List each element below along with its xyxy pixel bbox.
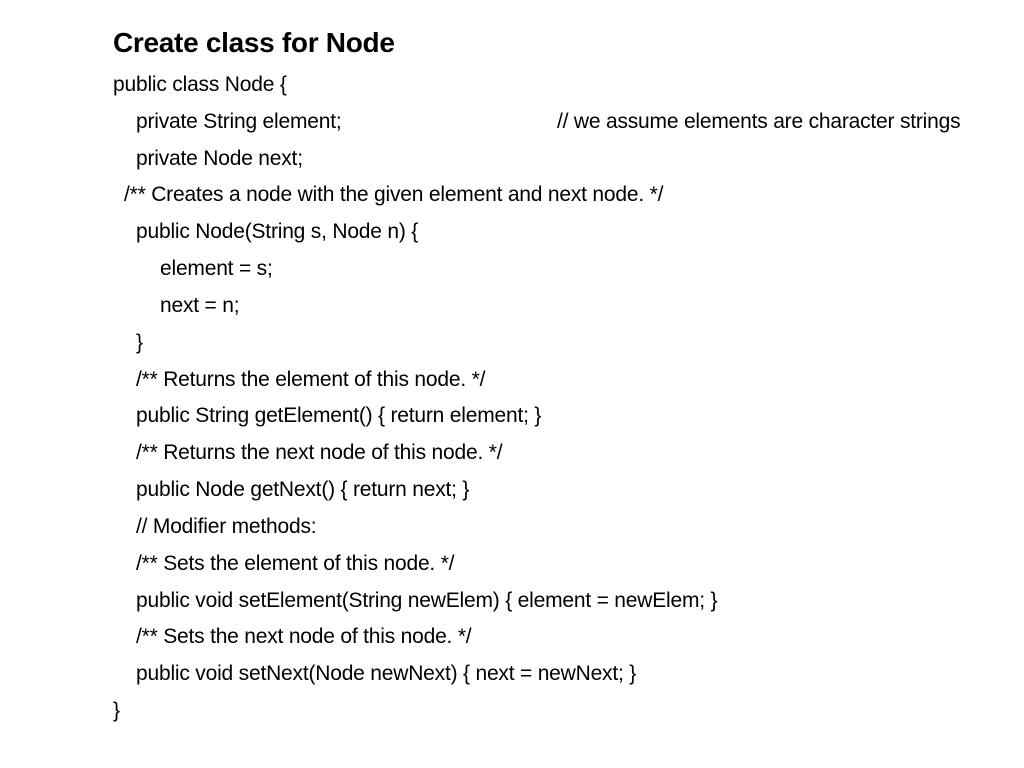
code-line-assign-next: next = n; [160,294,240,317]
code-line-set-element-declaration: public void setElement(String newElem) { element = newElem; } [136,589,718,612]
code-line-constructor-declaration: public Node(String s, Node n) { [136,220,419,243]
code-line-field-next: private Node next; [136,147,303,170]
code-line-set-element-comment: /** Sets the element of this node. */ [136,552,455,575]
code-line-constructor-comment: /** Creates a node with the given element and next node. */ [124,183,664,206]
field-element-declaration: private String element; [136,110,342,133]
code-line-get-element-declaration: public String getElement() { return element; } [136,404,542,427]
code-line-set-next-comment: /** Sets the next node of this node. */ [136,625,472,648]
code-line-get-next-comment: /** Returns the next node of this node. */ [136,441,503,464]
code-line-get-element-comment: /** Returns the element of this node. */ [136,368,486,391]
code-line-class-declaration: public class Node { [113,73,287,96]
code-line-assign-element: element = s; [160,257,273,280]
field-element-comment: // we assume elements are character strings [557,110,961,133]
code-line-constructor-close: } [136,331,143,354]
code-line-field-element [136,108,961,136]
code-line-modifier-comment: // Modifier methods: [136,515,317,538]
slide-title: Create class for Node [113,27,395,58]
code-line-class-close: } [113,699,120,722]
code-line-set-next-declaration: public void setNext(Node newNext) { next = newNext; } [136,662,637,685]
code-line-get-next-declaration: public Node getNext() { return next; } [136,478,470,501]
